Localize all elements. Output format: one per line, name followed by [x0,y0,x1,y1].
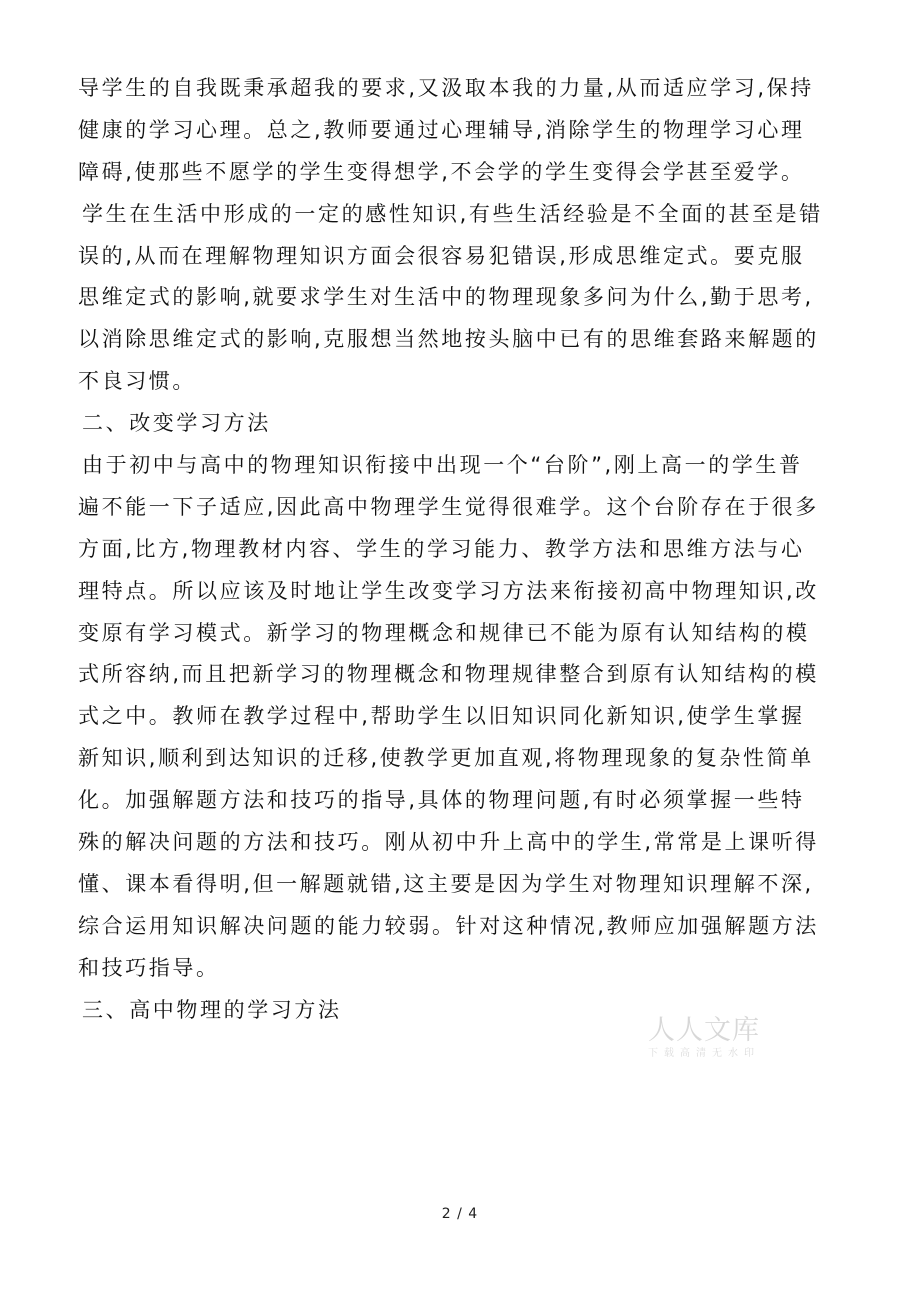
text-line: 理特点。所以应该及时地让学生改变学习方法来衔接初高中物理知识,改 [78,578,819,603]
text-line: 以消除思维定式的影响,克服想当然地按头脑中已有的思维套路来解题的 [78,327,819,352]
watermark-subtitle: 下载高清无水印 [648,1048,760,1059]
watermark-title: 人人文库 [648,1015,760,1046]
text-line: 学生在生活中形成的一定的感性知识,有些生活经验是不全面的甚至是错 [82,201,823,226]
text-line: 殊的解决问题的方法和技巧。刚从初中升上高中的学生,常常是上课听得 [78,830,819,855]
page-number: 2 / 4 [441,1206,479,1222]
text-line: 障碍,使那些不愿学的学生变得想学,不会学的学生变得会学甚至爱学。 [78,159,805,184]
text-line: 健康的学习心理。总之,教师要通过心理辅导,消除学生的物理学习心理 [78,117,805,142]
section-heading: 二、改变学习方法 [82,411,271,436]
text-line: 式所容纳,而且把新学习的物理概念和物理规律整合到原有认知结构的模 [78,662,819,687]
section-heading: 三、高中物理的学习方法 [82,997,342,1022]
text-line: 和技巧指导。 [78,955,220,980]
text-line: 变原有学习模式。新学习的物理概念和规律已不能为原有认知结构的模 [78,620,810,645]
text-line: 思维定式的影响,就要求学生对生活中的物理现象多问为什么,勤于思考, [78,285,814,310]
text-line: 误的,从而在理解物理知识方面会很容易犯错误,形成思维定式。要克服 [78,243,805,268]
text-line: 导学生的自我既秉承超我的要求,又汲取本我的力量,从而适应学习,保持 [78,76,814,100]
text-line: 化。加强解题方法和技巧的指导,具体的物理问题,有时必须掌握一些特 [78,788,805,813]
text-line: 懂、课本看得明,但一解题就错,这主要是因为学生对物理知识理解不深, [78,871,814,896]
text-line: 综合运用知识解决问题的能力较弱。针对这种情况,教师应加强解题方法 [78,913,819,938]
text-line: 不良习惯。 [78,369,196,394]
text-line: 遍不能一下子适应,因此高中物理学生觉得很难学。这个台阶存在于很多 [78,494,819,519]
text-line: 新知识,顺利到达知识的迁移,使教学更加直观,将物理现象的复杂性简单 [78,746,814,771]
text-line: 式之中。教师在教学过程中,帮助学生以旧知识同化新知识,使学生掌握 [78,704,805,729]
text-line: 方面,比方,物理教材内容、学生的学习能力、教学方法和思维方法与心 [78,536,805,561]
body-text [78,68,848,1031]
text-line: 由于初中与高中的物理知识衔接中出现一个“台阶”,刚上高一的学生普 [82,453,803,478]
